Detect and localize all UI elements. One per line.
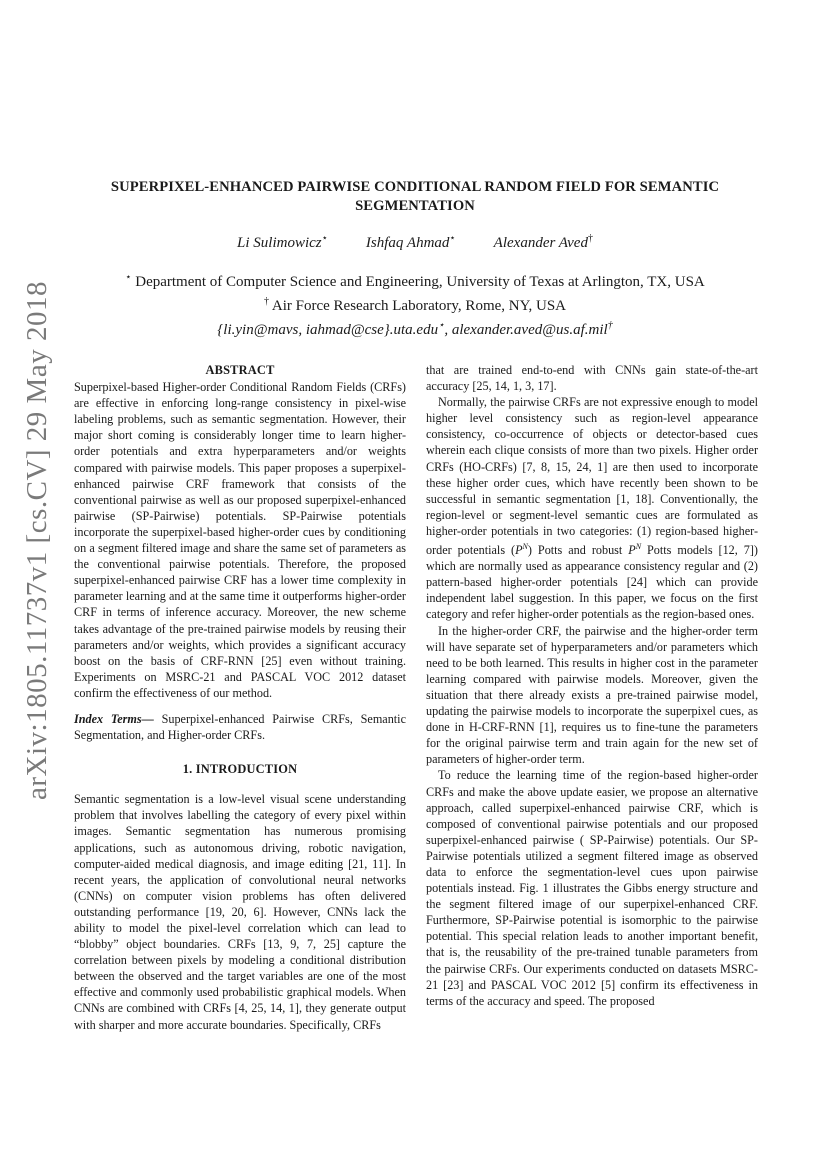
paper-title: SUPERPIXEL-ENHANCED PAIRWISE CONDITIONAL RANDOM FIELD FOR SEMANTIC SEGMENTATION [110, 179, 720, 214]
introduction-paragraph: Semantic segmentation is a low-level visual scene understanding problem that involves labelling the category of every pixel within images. Semantic segmentation has numerous promising applications, such as autonomous driving, robotic navigation, computer-aided medical diagnosis, and image editing [21, 11]. In recent years, the application of convolutional neural networks (CNNs) on computer vision problems has often delivered outstanding performance [19, 20, 6]. However, CNNs lack the ability to model the pixel-level correlation which can lead to “blobby” object boundaries. CRFs [13, 9, 7, 25] capture the correlation between pixels by modeling a conditional distribution between the observed and the target variables are one of the most effective and commonly used probabilistic graphical models. When CNNs are combined with CRFs [4, 25, 14, 1], they generate output with sharper and more accurate boundaries. Specifically, CRFs [74, 792, 406, 1032]
body-paragraph: In the higher-order CRF, the pairwise and the higher-order term will have separate set of hyperparameters and/or parameters which need to be both learned. This results in higher cost in the parameter learning compared with pairwise models. Moreover, given the situation that there already exists a pre-trained pairwise model, updating the pairwise models to incorporate the superpixel cues, as done in H-CRF-RNN [1], requires us to fine-tune the parameters for the original pairwise term and train again for the new set of parameters of higher-order term. [426, 623, 758, 767]
left-column [74, 362, 406, 1033]
right-column [426, 362, 758, 1009]
affiliation-line: ⋆ Department of Computer Science and Engineering, University of Texas at Arlington, TX, USA [125, 272, 705, 290]
body-paragraph: that are trained end-to-end with CNNs gain state-of-the-art accuracy [25, 14, 1, 3, 17]. [426, 363, 758, 394]
author-name: Ishfaq Ahmad⋆ [365, 233, 456, 251]
author-list [70, 233, 760, 252]
author-name: Alexander Aved† [493, 233, 593, 251]
affiliations-block [70, 268, 760, 340]
abstract-text: Superpixel-based Higher-order Conditional Random Fields (CRFs) are effective in enforcing long-range consistency in pixel-wise labeling problems, such as semantic segmentation. However, their major short coming is considerably longer time to learn higher-order potentials and extra hyperparameters and/or weights compared with pairwise models. This paper proposes a superpixel-enhanced pairwise CRF framework that consists of the conventional pairwise as well as our proposed superpixel-enhanced pairwise (SP-Pairwise) potentials. SP-Pairwise potentials incorporate the superpixel-based higher-order cues by conditioning on a segment filtered image and share the same set of parameters as the conventional pairwise potentials. Therefore, the proposed superpixel-enhanced pairwise CRF has a lower time complexity in parameter learning and at the same time it outperforms higher-order CRF in terms of inference accuracy. Moreover, the new scheme takes advantage of the pre-trained pairwise models by reusing their parameters and/or weights, which provides a significant accuracy boost on the basis of CRF-RNN [25] even without training. Experiments on MSRC-21 and PASCAL VOC 2012 dataset confirm the effectiveness of our method. [74, 380, 406, 700]
pn-symbol: $P^N$ [515, 542, 528, 558]
index-terms-label: Index Terms— [74, 711, 154, 726]
author-emails: {li.yin@mavs, iahmad@cse}.uta.edu⋆, alexander.aved@us.af.mil† [217, 320, 613, 338]
body-paragraph: Normally, the pairwise CRFs are not expressive enough to model higher level consistency such as region-level appearance consistency, co-occurrence of objects or detector-based cues wherein each clique consists of more than two pixels. Higher order CRFs (HO-CRFs) [7, 8, 15, 24, 1] are then used to incorporate these higher order cues, which have recently been shown to be successful in semantic segmentation [1, 18]. Conventionally, the region-level or segment-level semantic cues are formulated as higher-order potentials in two categories: (1) region-based higher-order potentials $(P^N)$ Potts and robust $P^N$ Potts models [12, 7]) which are normally used as appearance consistency regular and (2) pattern-based higher-order potentials [24] which can provide independent label suggestion. In this paper, we focus on the first category and refer higher-order potentials as the region-based ones. [426, 395, 758, 622]
affiliation-line: † Air Force Research Laboratory, Rome, NY, USA [263, 296, 567, 314]
index-terms-text: Superpixel-enhanced Pairwise CRFs, Semantic Segmentation, and Higher-order CRFs. [74, 711, 406, 743]
introduction-heading: 1. INTRODUCTION [182, 762, 298, 777]
pn-symbol: $P^N$ [628, 542, 642, 558]
body-paragraph: To reduce the learning time of the region-based higher-order CRFs and make the above update easier, we propose an alternative approach, called superpixel-enhanced pairwise CRF, which is composed of conventional pairwise potentials and our proposed superpixel-enhanced pairwise ( SP-Pairwise) potentials. Our SP-Pairwise potentials utilized a segment filtered image as observed data to enforce the segmentation-level cues upon pairwise potentials instead. Fig. 1 illustrates the Gibbs energy structure and the segment filtered image of our superpixel-enhanced CRF. Furthermore, SP-Pairwise potential is isomorphic to the pairwise potential. This special relation leads to another important benefit, that is, the reusability of the pre-trained tunable parameters from the pairwise CRFs. Our experiments conducted on datasets MSRC-21 [23] and PASCAL VOC 2012 [5] confirm its effectiveness in terms of the accuracy and speed. The proposed [426, 768, 758, 1008]
arxiv-identifier-stamp [10, 280, 64, 800]
abstract-heading: ABSTRACT [205, 363, 275, 377]
author-name: Li Sulimowicz⋆ [237, 233, 328, 251]
arxiv-identifier-text: arXiv:1805.11737v1 [cs.CV] 29 May 2018 [20, 280, 53, 800]
index-terms [74, 711, 406, 743]
